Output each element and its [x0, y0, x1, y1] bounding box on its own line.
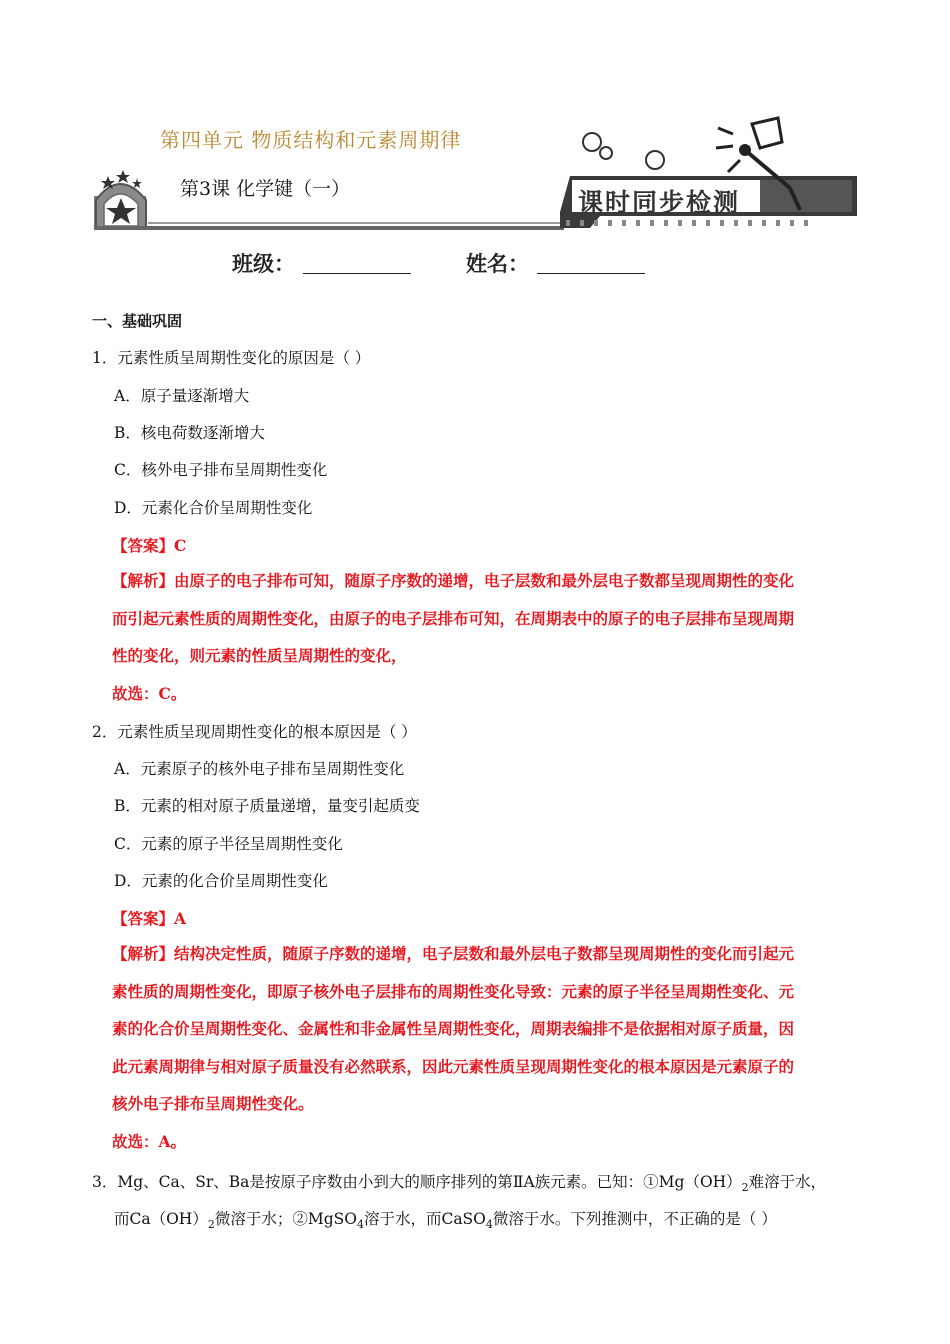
question-1-stem: 1．元素性质呈周期性变化的原因是（ ） [92, 349, 371, 367]
q1-answer: 【答案】C [112, 536, 187, 555]
class-blank[interactable] [303, 253, 411, 274]
question-3-stem-line2: 而$Ca(OH)_2$微溶于水；②MgSO$_4$溶于水，而CaSO$_4$微溶于水。下列推测中，不正确的是（ ） [114, 1210, 777, 1231]
q2-option-b: B．元素的相对原子质量递增，量变引起质变 [114, 797, 420, 815]
lesson-title: 第3课 化学键（一） [180, 178, 351, 200]
name-label: 姓名： [466, 251, 529, 276]
q2-option-d: D．元素的化合价呈周期性变化 [114, 872, 328, 890]
question-3-stem-line1: 3．Mg、Ca、Sr、Ba是按原子序数由小到大的顺序排列的第ⅡA族元素。已知：$①Mg(OH)_2$难溶于水， [92, 1173, 827, 1194]
q2-option-c: C．元素的原子半径呈周期性变化 [114, 835, 343, 853]
q2-answer: 【答案】A [112, 909, 187, 928]
header-banner [0, 0, 950, 240]
name-field[interactable] [466, 248, 645, 278]
badge-label: 课时同步检测 [578, 188, 741, 217]
q1-option-d: D．元素化合价呈周期性变化 [114, 499, 313, 517]
question-2-stem: 2．元素性质呈现周期性变化的根本原因是（ ） [92, 723, 417, 741]
q1-analysis: 【解析】由原子的电子排布可知，随原子序数的递增，电子层数和最外层电子数都呈现周期性的变化 而引起元素性质的周期性变化，由原子的电子层排布可知，在周期表中的原子的电子层排布呈现周期 性的变化，则元素的性质呈周期性的变化， 故选：C。 [112, 571, 795, 703]
class-label: 班级： [232, 251, 295, 276]
unit-title: 第四单元 物质结构和元素周期律 [160, 128, 462, 152]
star-emblem-icon [94, 170, 146, 230]
name-blank[interactable] [537, 253, 645, 274]
section-title: 一、基础巩固 [92, 312, 183, 330]
q1-option-b: B．核电荷数逐渐增大 [114, 424, 265, 442]
q1-option-c: C．核外电子排布呈周期性变化 [114, 461, 328, 479]
q2-analysis: 【解析】结构决定性质，随原子序数的递增，电子层数和最外层电子数都呈现周期性的变化而引起元 素性质的周期性变化，即原子核外电子层排布的周期性变化导致：元素的原子半径呈周期性变化、元 素的化合价呈周期性变化、金属性和非金属性呈周期性变化，周期表编排不是依据相对原子质量，因 此元素周期律与相对原子质量没有必然联系，因此元素性质呈现周期性变化的根本原因是元素原子的 核外电子排布呈周期性变化。 故选：A。 [112, 944, 795, 1151]
class-field[interactable] [232, 248, 411, 278]
q1-option-a: A．原子量逐渐增大 [114, 387, 250, 405]
q2-option-a: A．元素原子的核外电子排布呈周期性变化 [114, 760, 405, 778]
